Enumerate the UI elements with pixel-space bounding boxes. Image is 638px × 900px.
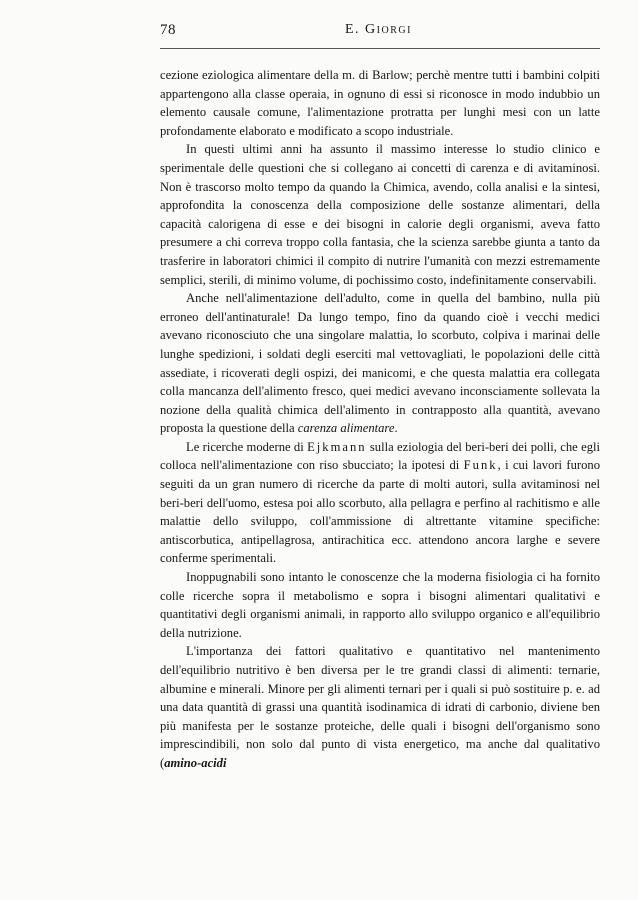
paragraph-3-text: Anche nell'alimentazione dell'adulto, come in quella del bambino, nulla più erroneo dell'antinaturale! Da lungo tempo, fino da quando cioè i vecchi medici avevano riconosciuto che una singolare malattia, lo scorbuto, colpiva i marinai delle lunghe spedizioni, i soldati degli eserciti mal vettovagliati, le popolazioni delle città assediate, i ricoverati degli ospizi, dei manicomi, e che questa malattia era collegata colla mancanza dell'alimento fresco, quei medici avevano inconsciamente sollevata la nozione della qualità chimica dell'alimento in contrapposto alla quantità, avevano proposta la questione della (160, 291, 600, 436)
running-head: E. Giorgi (345, 22, 412, 37)
paragraph-3-end: . (394, 421, 398, 436)
paragraph-6-text: L'importanza dei fattori qualitativo e quantitativo nel mantenimento dell'equilibrio nutritivo è ben diversa per le tre grandi classi di alimenti: ternarie, albumine e minerali. Minore per gli alimenti ternari per i quali si può sostituire p. e. ad una data quantità di grassi una quantità isodinamica di idrati di carbonio, diviene ben più manifesta per le sostanze proteiche, delle quali i bisogni dell'organismo sono imprescindibili, non solo dal punto di vista energetico, ma anche dal qualitativo ( (160, 644, 600, 770)
paragraph-4 (160, 438, 600, 568)
paragraph-6 (160, 642, 600, 772)
paragraph-5 (160, 568, 600, 642)
page-number: 78 (160, 22, 176, 38)
paragraph-4-mid: sulla eziologia del beri-beri dei polli, che egli colloca nell'alimentazione con riso sbucciato; la ipotesi di (160, 439, 600, 473)
header-rule (160, 48, 600, 49)
author-ejkmann: Ejkmann (307, 439, 367, 454)
author-funk: Funk (463, 458, 498, 473)
paragraph-1-text: cezione eziologica alimentare della m. di Barlow; perchè mentre tutti i bambini colpiti appartengono alla classe operaia, in ognuno di essi si riconosce in modo indubbio un elemento causale comune, l'alimentazione protratta per lunghi mesi con un latte profondamente elaborato e modificato a scopo industriale. (160, 68, 600, 138)
paragraph-4-text: Le ricerche moderne di (186, 439, 308, 454)
paragraph-2-text: In questi ultimi anni ha assunto il massimo interesse lo studio clinico e sperimentale delle questioni che si collegano ai concetti di carenza e di avitaminosi. Non è trascorso molto tempo da quando la Chimica, avendo, colla analisi e la sintesi, approfondita la conoscenza della composizione delle sostanze alimentari, della capacità calorigena di esse e dei bisogni in calorie degli organismi, aveva fatto presumere a chi correva troppo colla fantasia, che la scienza sarebbe giunta a tanto da trasferire in laboratori chimici il compito di nutrire l'umanità con mezzi estremamente semplici, sterili, di minimo volume, di pochissimo costo, indefinitamente conservabili. (160, 142, 600, 287)
body-text (160, 66, 600, 773)
amino-acidi-term: amino-acidi (164, 755, 227, 770)
page-header (160, 22, 598, 46)
paragraph-1 (160, 66, 600, 140)
paragraph-2 (160, 140, 600, 289)
paragraph-3 (160, 289, 600, 438)
paragraph-5-text: Inoppugnabili sono intanto le conoscenze che la moderna fisiologia ci ha fornito colle ricerche sopra il metabolismo e sopra i bisogni alimentari qualitativi e quantitativi degli organismi animali, in rapporto allo sviluppo organico e all'equilibrio della nutrizione. (160, 570, 600, 640)
paragraph-4-end: , i cui lavori furono seguiti da un gran numero di ricerche da parte di molti autori, sulla avitaminosi nel beri-beri dell'uomo, estesa poi allo scorbuto, alla pellagra e perfino al rachitismo e alle malattie dello sviluppo, coll'ammissione di altrettante vitamine specifiche: antiscorbutica, antipellagrosa, antirachitica ecc. attendono ancora larghe e severe conferme sperimentali. (160, 458, 600, 566)
carenza-alimentare-term: carenza alimentare (297, 421, 395, 436)
